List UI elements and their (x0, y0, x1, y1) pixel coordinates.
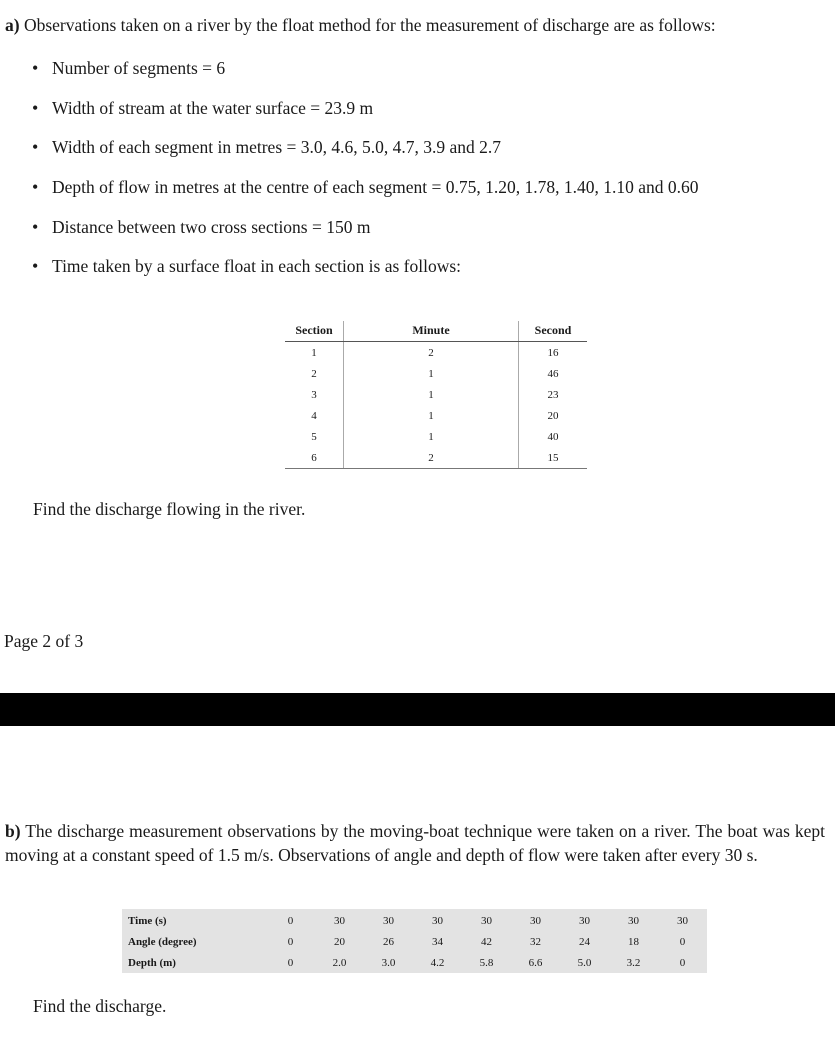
header-second: Second (519, 321, 588, 342)
table-cell: 4.2 (430, 956, 445, 969)
table-cell: 30 (677, 914, 688, 927)
table-cell: 30 (530, 914, 541, 927)
table-cell: 15 (519, 447, 588, 469)
table-cell: 3.2 (626, 956, 641, 969)
row-label: Depth (m) (128, 956, 176, 969)
table-cell: 5 (285, 426, 344, 447)
table-row (285, 342, 587, 364)
question-a-label: a) (5, 15, 20, 35)
bullet-icon: • (32, 256, 39, 277)
table-cell: 24 (579, 935, 590, 948)
observation-item (32, 175, 699, 215)
observation-item (32, 135, 699, 175)
observation-text: Distance between two cross sections = 150 m (52, 216, 371, 237)
table-cell: 20 (547, 409, 559, 422)
question-b-body: The discharge measurement observations by the moving-boat technique were taken on a river. The boat was kept moving at a constant speed of 1.5 m/s. Observations of angle and depth of flow were taken after every 30 s. (5, 821, 825, 865)
table-cell: 5.8 (479, 956, 494, 969)
table-cell: 0 (679, 935, 686, 948)
bullet-icon: • (32, 177, 39, 198)
page-number: Page 2 of 3 (4, 631, 84, 651)
float-time-table (285, 321, 587, 469)
question-a-intro-text: Observations taken on a river by the float method for the measurement of discharge are as follows: (23, 15, 716, 35)
bullet-icon: • (32, 137, 39, 158)
table-cell: 4 (285, 405, 344, 426)
table-cell: 16 (547, 346, 559, 359)
table-cell: 0 (287, 956, 294, 969)
bullet-icon: • (32, 58, 39, 78)
bullet-icon: • (32, 97, 39, 118)
question-b-label: b) (5, 821, 21, 841)
table-cell: 30 (432, 914, 443, 927)
observation-text: Time taken by a surface float in each section is as follows: (52, 256, 462, 277)
table-row (285, 447, 587, 469)
table-cell: 3.0 (381, 956, 396, 969)
table-row (285, 363, 587, 384)
observation-item (32, 215, 699, 255)
table-cell: 5.0 (577, 956, 592, 969)
table-row (122, 931, 707, 952)
page-divider-bar (0, 693, 835, 726)
table-cell: 46 (547, 367, 559, 380)
table-cell: 3 (285, 384, 344, 405)
table-cell: 23 (547, 388, 559, 401)
table-cell: 1 (285, 342, 344, 364)
table-row (285, 384, 587, 405)
header-minute: Minute (344, 321, 519, 342)
question-b-prompt: Find the discharge. (33, 996, 167, 1016)
observation-item (32, 56, 699, 96)
table-cell: 20 (334, 935, 345, 948)
table-row (122, 952, 707, 973)
table-cell: 6 (285, 447, 344, 469)
table-cell: 18 (628, 935, 639, 948)
observation-text: Width of stream at the water surface = 23.9 m (52, 97, 374, 118)
table-cell: 0 (287, 914, 294, 927)
table-cell: 30 (579, 914, 590, 927)
table-cell: 30 (481, 914, 492, 927)
observation-item (32, 254, 699, 294)
observation-text: Number of segments = 6 (52, 58, 226, 78)
table-cell: 32 (530, 935, 541, 948)
table-cell: 40 (547, 430, 559, 443)
table-row (122, 909, 707, 931)
observation-list (32, 56, 699, 294)
table-cell: 6.6 (528, 956, 543, 969)
table-cell: 0 (287, 935, 294, 948)
bullet-icon: • (32, 216, 39, 237)
header-section: Section (285, 321, 344, 342)
table-cell: 2 (285, 363, 344, 384)
table-cell: 1 (344, 384, 519, 405)
observation-text: Width of each segment in metres = 3.0, 4.6, 5.0, 4.7, 3.9 and 2.7 (52, 137, 502, 158)
table-cell: 1 (344, 363, 519, 384)
table-cell: 1 (344, 426, 519, 447)
table-cell: 42 (481, 935, 492, 948)
table-cell: 2 (344, 342, 519, 364)
question-a-prompt: Find the discharge flowing in the river. (33, 499, 306, 519)
table-cell: 2 (344, 447, 519, 469)
table-row (285, 426, 587, 447)
table-cell: 30 (334, 914, 345, 927)
table-cell: 26 (383, 935, 394, 948)
table-cell: 30 (628, 914, 639, 927)
question-b-text (5, 820, 825, 867)
row-label: Time (s) (128, 914, 167, 927)
table-cell: 1 (344, 405, 519, 426)
row-label: Angle (degree) (128, 935, 197, 948)
moving-boat-table (122, 909, 707, 973)
table-cell: 2.0 (332, 956, 347, 969)
table-cell: 30 (383, 914, 394, 927)
question-a-intro (5, 15, 716, 36)
observation-text: Depth of flow in metres at the centre of each segment = 0.75, 1.20, 1.78, 1.40, 1.10 and 0.60 (52, 177, 699, 198)
observation-item (32, 96, 699, 136)
table-header-row (285, 321, 587, 342)
table-cell: 0 (679, 956, 686, 969)
table-cell: 34 (432, 935, 443, 948)
table-row (285, 405, 587, 426)
